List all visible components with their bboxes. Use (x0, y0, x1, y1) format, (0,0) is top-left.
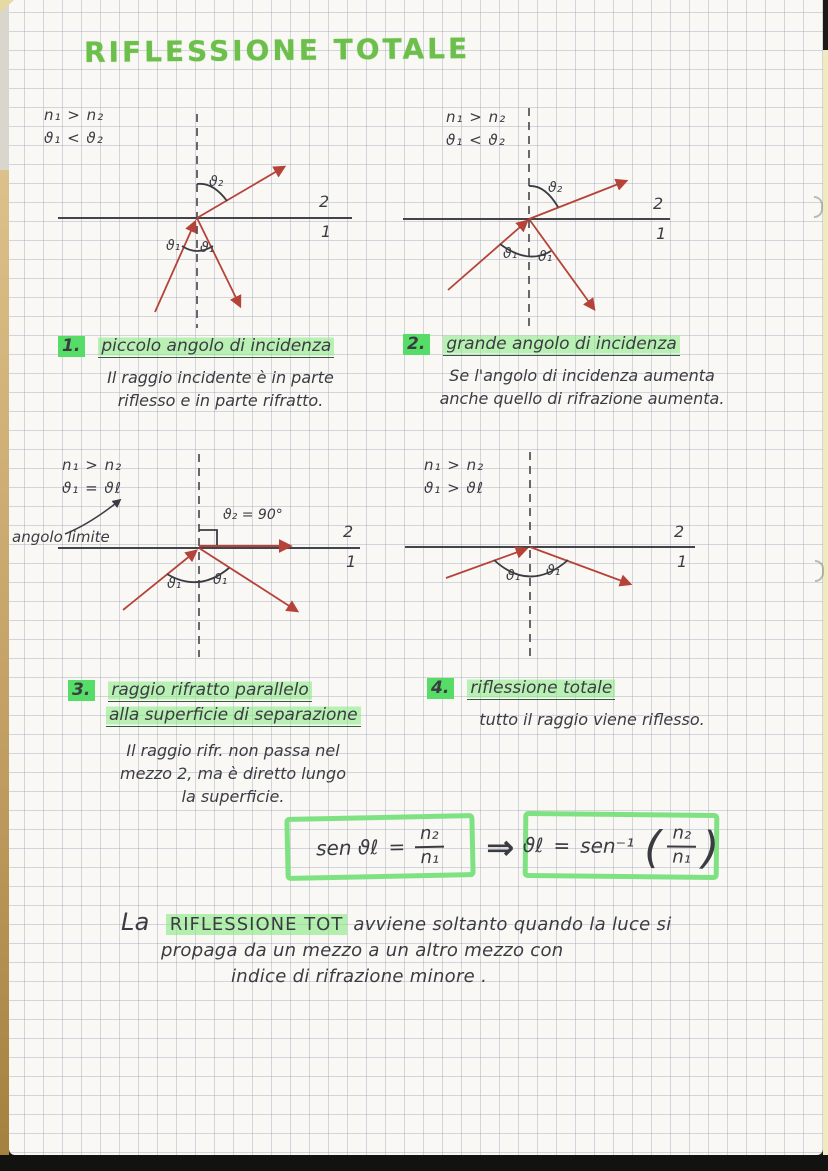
implies-arrow: ⇒ (486, 828, 515, 868)
caption-2-number: 2. (403, 334, 430, 355)
angle-label-refraction: ϑ₂ (548, 180, 563, 196)
caption-1-number: 1. (58, 336, 85, 357)
formula-box-critical-angle (284, 813, 475, 881)
angle-label-refraction: ϑ₂ = 90° (223, 507, 283, 523)
diagram-conditions (424, 454, 484, 501)
medium-1-label: 1 (321, 222, 332, 241)
incident-ray (155, 222, 195, 312)
medium-2-label: 2 (343, 522, 354, 541)
open-paren: ( (643, 822, 662, 874)
medium-2-label: 2 (653, 194, 664, 213)
equals-sign: = (388, 834, 406, 859)
diagram-conditions (446, 106, 506, 153)
caption-3-heading: raggio rifratto parallelo (108, 680, 311, 702)
condition-angles: ϑ₁ = ϑℓ (62, 479, 122, 498)
caption-3-body-line: la superficie. (181, 787, 285, 807)
formula-lhs: ϑℓ (522, 832, 544, 857)
medium-1-label: 1 (346, 552, 357, 571)
diagram-conditions (44, 104, 104, 151)
caption-4-number: 4. (427, 678, 454, 699)
caption-1-body-line: Il raggio incidente è in parte (107, 368, 334, 387)
condition-indices: n₁ > n₂ (424, 456, 485, 474)
diagram-total-reflection (400, 450, 710, 665)
fraction-denominator: n₁ (672, 846, 692, 868)
diagram-conditions (62, 454, 122, 501)
caption-2-body-line: Se l'angolo di incidenza aumenta (449, 366, 715, 385)
caption-2 (403, 334, 748, 410)
angle-label-incidence: ϑ₁ (167, 576, 182, 592)
diagram-small-incidence (30, 100, 380, 335)
fraction-numerator: n₂ (415, 823, 444, 847)
footer-highlight: RIFLESSIONE TOT (166, 914, 348, 935)
caption-1-body-line: riflesso e in parte rifratto. (117, 391, 324, 411)
page-title: RIFLESSIONE TOTALE (83, 31, 471, 70)
caption-2-body (417, 364, 747, 410)
caption-1-body (88, 366, 353, 412)
caption-3-number: 3. (68, 680, 95, 701)
caption-3-body (98, 739, 368, 809)
fraction-numerator: n₂ (667, 824, 696, 848)
caption-2-body-line: anche quello di rifrazione aumenta. (439, 389, 725, 409)
diagram-critical-angle (10, 450, 380, 665)
condition-indices: n₁ > n₂ (446, 108, 507, 126)
angle-label-reflection: ϑ₁ (213, 572, 228, 588)
graph-paper-page (9, 0, 823, 1155)
caption-3-body-line: mezzo 2, ma è diretto lungo (120, 764, 346, 784)
condition-angles: ϑ₁ < ϑ₂ (44, 129, 104, 148)
caption-3-heading-row (68, 680, 398, 701)
fraction-n2-n1 (667, 824, 696, 869)
medium-2-label: 2 (319, 192, 330, 211)
reflected-ray (197, 218, 240, 306)
condition-indices: n₁ > n₂ (44, 106, 105, 124)
angle-label-reflection: ϑ₁ (538, 249, 553, 265)
fraction-n2-n1 (415, 823, 445, 868)
caption-4-body-line: tutto il raggio viene riflesso. (479, 710, 705, 729)
caption-4-heading-row (427, 678, 747, 699)
angle-label-refraction: ϑ₂ (209, 174, 224, 190)
caption-3-heading-line2: alla superficie di separazione (106, 705, 361, 727)
medium-1-label: 1 (656, 224, 667, 243)
formula-box-inverse-sine (523, 811, 720, 880)
footer-line-2: propaga da un mezzo a un altro mezzo con (161, 940, 564, 961)
medium-1-label: 1 (677, 552, 688, 571)
caption-1-heading-row (58, 336, 358, 357)
reflected-ray (530, 547, 630, 584)
caption-1 (58, 336, 358, 412)
footer-line-1 (121, 908, 672, 936)
angle-label-incidence: ϑ₁ (503, 246, 518, 262)
diagram-large-incidence (400, 100, 710, 335)
caption-1-heading: piccolo angolo di incidenza (98, 336, 334, 358)
page-stack-edge (823, 50, 828, 1155)
fraction-denominator: n₁ (420, 846, 440, 868)
medium-2-label: 2 (674, 522, 685, 541)
caption-3-body-line: Il raggio rifr. non passa nel (126, 741, 340, 760)
footer-text-1: avviene soltanto quando la luce si (353, 914, 672, 935)
footer-lead: La (121, 908, 150, 936)
refracted-ray (529, 181, 626, 219)
caption-3-heading-row2 (106, 705, 398, 725)
formula-lhs: sen ϑℓ (315, 835, 379, 861)
caption-3 (68, 680, 398, 809)
notebook-cover-edge (0, 170, 9, 1157)
page-edge-left-top (0, 0, 9, 170)
angle-label-incidence: ϑ₁ (166, 238, 181, 254)
close-paren: ) (701, 822, 720, 874)
caption-4 (427, 678, 747, 731)
caption-2-heading: grande angolo di incidenza (443, 334, 679, 356)
angle-label-incidence: ϑ₁ (506, 568, 521, 584)
limit-angle-label: angolo limite (12, 528, 110, 546)
caption-2-heading-row (403, 334, 748, 355)
footer-line-3: indice di rifrazione minore . (231, 966, 488, 987)
condition-indices: n₁ > n₂ (62, 456, 123, 474)
caption-4-heading: riflessione totale (467, 678, 615, 700)
caption-4-body (447, 708, 737, 731)
condition-angles: ϑ₁ > ϑℓ (424, 479, 484, 498)
equals-sign: = (553, 832, 571, 857)
table-surface (0, 1155, 828, 1171)
angle-label-reflection: ϑ₁ (200, 240, 215, 256)
angle-label-reflection: ϑ₁ (546, 563, 561, 579)
condition-angles: ϑ₁ < ϑ₂ (446, 131, 506, 150)
inverse-sine-fn: sen⁻¹ (580, 833, 635, 858)
